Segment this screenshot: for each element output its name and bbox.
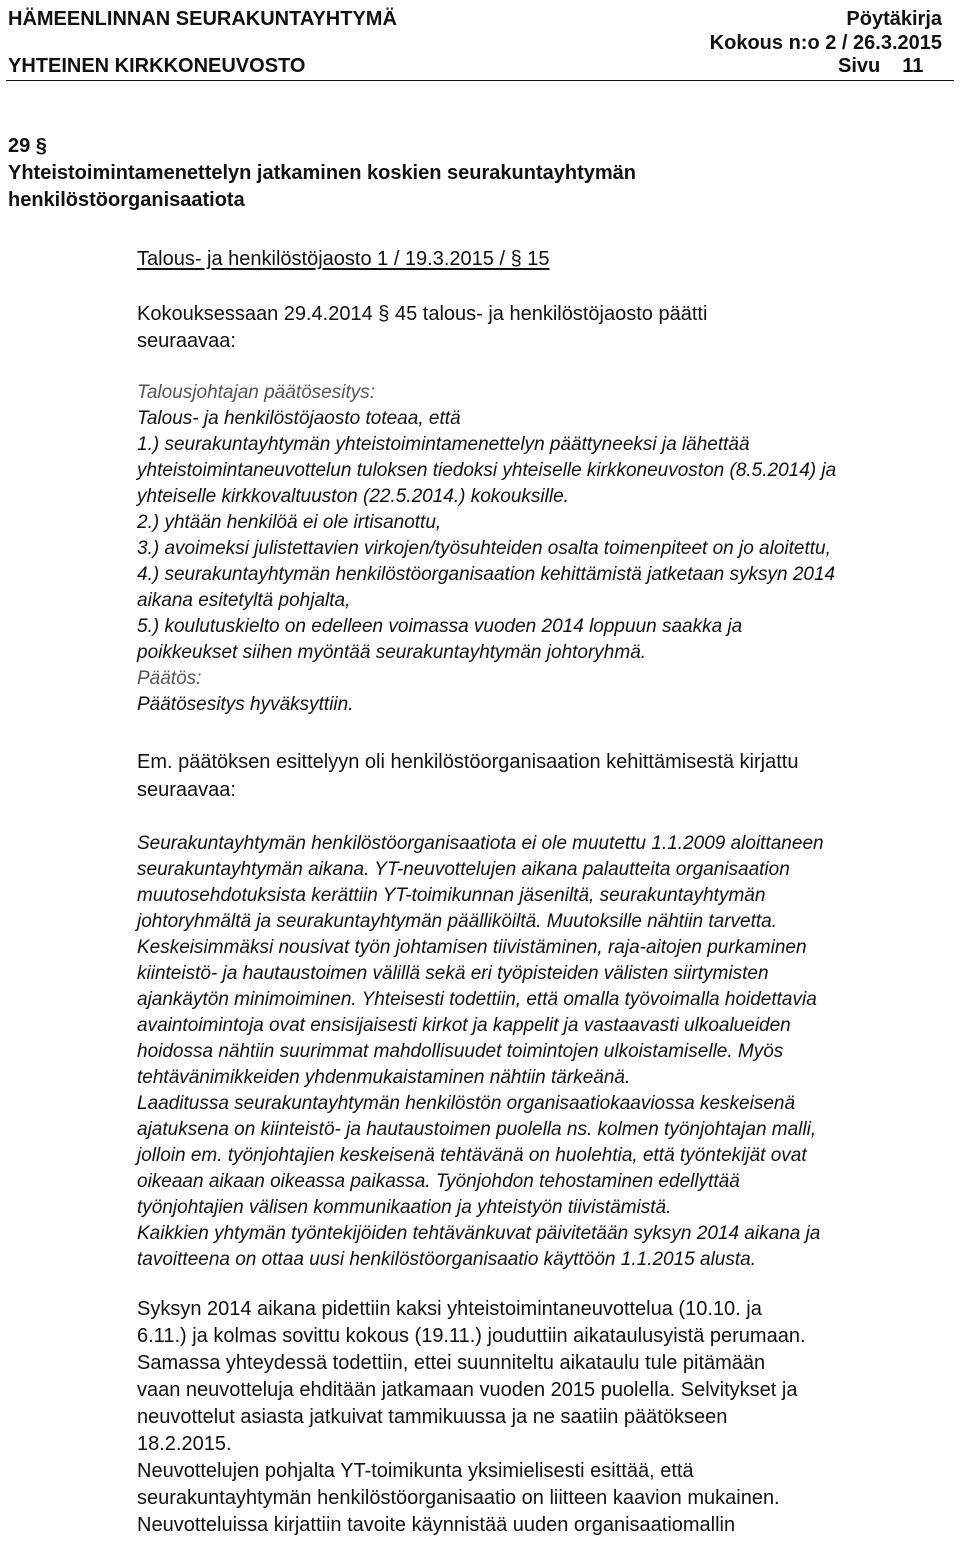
quoted-line: Laaditussa seurakuntayhtymän henkilöstön organisaatiokaaviossa keskeisenä xyxy=(137,1093,796,1114)
quoted-line: Keskeisimmäksi nousivat työn johtamisen tiivistäminen, raja-aitojen purkaminen xyxy=(137,937,807,958)
final-line: 6.11.) ja kolmas sovittu kokous (19.11.) jouduttiin aikataulusyistä perumaan. xyxy=(137,1325,806,1347)
final-line: seurakuntayhtymän henkilöstöorganisaatio on liitteen kaavion mukainen. xyxy=(137,1487,780,1509)
quoted-line: muutosehdotuksista kerättiin YT-toimikunnan jäseniltä, seurakuntayhtymän xyxy=(137,885,766,906)
proposal-line: 4.) seurakuntayhtymän henkilöstöorganisaation kehittämistä jatketaan syksyn 2014 xyxy=(137,564,836,585)
final-line: vaan neuvotteluja ehditään jatkamaan vuoden 2015 puolella. Selvitykset ja xyxy=(137,1379,798,1401)
page-number: 11 xyxy=(902,55,924,77)
proposal-block xyxy=(137,380,960,718)
section-title-line1: Yhteistoimintamenettelyn jatkaminen koskien seurakuntayhtymän xyxy=(8,162,636,184)
doc-type: Pöytäkirja xyxy=(846,8,942,30)
decision-label: Päätös: xyxy=(137,668,202,689)
quoted-line: ajankäytön minimoiminen. Yhteisesti todettiin, että omalla työvoimalla hoidettavia xyxy=(137,989,817,1010)
quoted-line: hoidossa nähtiin suurimmat mahdollisuudet toimintojen ulkoistamiselle. Myös xyxy=(137,1041,784,1062)
proposal-line: aikana esitetyltä pohjalta, xyxy=(137,590,351,611)
decision-text: Päätösesitys hyväksyttiin. xyxy=(137,694,354,715)
final-block xyxy=(137,1296,960,1539)
quoted-line: kiinteistö- ja hautaustoimen välillä sekä eri työpisteiden välisten siirtymisten xyxy=(137,963,769,984)
quoted-line: seurakuntayhtymän aikana. YT-neuvottelujen aikana palautteita organisaation xyxy=(137,859,790,880)
jaosto-reference: Talous- ja henkilöstöjaosto 1 / 19.3.2015 / § 15 xyxy=(137,248,550,270)
intro-line1: Kokouksessaan 29.4.2014 § 45 talous- ja henkilöstöjaosto päätti xyxy=(137,303,708,325)
quoted-line: avaintoimintoja ovat ensisijaisesti kirkot ja kappelit ja vastaavasti ulkoalueiden xyxy=(137,1015,791,1036)
final-line: Neuvotteluissa kirjattiin tavoite käynnistää uuden organisaatiomallin xyxy=(137,1514,736,1536)
quoted-block xyxy=(137,831,960,1273)
proposal-line: yhteiselle kirkkovaltuuston (22.5.2014.) kokouksille. xyxy=(137,486,569,507)
quoted-line: oikeaan aikaan oikeassa paikassa. Työnjohdon tehostaminen edellyttää xyxy=(137,1171,740,1192)
quoted-line: ajatuksena on kiinteistö- ja hautaustoimen puolella ns. kolmen työnjohtajan malli, xyxy=(137,1119,817,1140)
quoted-line: tehtävänimikkeiden yhdenmukaistaminen nähtiin tärkeänä. xyxy=(137,1067,631,1088)
page-indicator xyxy=(838,55,923,77)
org-name: HÄMEENLINNAN SEURAKUNTAYHTYMÄ xyxy=(8,8,397,30)
council-name: YHTEINEN KIRKKONEUVOSTO xyxy=(8,55,306,77)
proposal-line: 2.) yhtään henkilöä ei ole irtisanottu, xyxy=(137,512,442,533)
proposal-line: poikkeukset siihen myöntää seurakuntayhtymän johtoryhmä. xyxy=(137,642,647,663)
section-title-line2: henkilöstöorganisaatiota xyxy=(8,189,245,211)
final-line: neuvottelut asiasta jatkuivat tammikuussa ja ne saatiin päätökseen xyxy=(137,1406,728,1428)
presentation-line2: seuraavaa: xyxy=(137,779,236,801)
header-divider xyxy=(6,80,954,81)
presentation-line1: Em. päätöksen esittelyyn oli henkilöstöorganisaation kehittämisestä kirjattu xyxy=(137,751,799,773)
quoted-line: jolloin em. työnjohtajien keskeisenä tehtävänä on huolehtia, että työntekijät ovat xyxy=(137,1145,807,1166)
proposal-label: Talousjohtajan päätösesitys: xyxy=(137,382,376,403)
proposal-line: yhteistoimintaneuvottelun tuloksen tiedoksi yhteiselle kirkkoneuvoston (8.5.2014) ja xyxy=(137,460,837,481)
proposal-line: 1.) seurakuntayhtymän yhteistoimintamenettelyn päättyneeksi ja lähettää xyxy=(137,434,750,455)
quoted-line: Seurakuntayhtymän henkilöstöorganisaatiota ei ole muutettu 1.1.2009 aloittaneen xyxy=(137,833,824,854)
final-line: 18.2.2015. xyxy=(137,1433,232,1455)
quoted-line: johtoryhmältä ja seurakuntayhtymän päälliköiltä. Muutoksille nähtiin tarvetta. xyxy=(137,911,777,932)
proposal-lead: Talous- ja henkilöstöjaosto toteaa, että xyxy=(137,408,461,429)
intro-line2: seuraavaa: xyxy=(137,330,236,352)
meeting-info: Kokous n:o 2 / 26.3.2015 xyxy=(709,32,942,54)
quoted-line: työnjohtajien välisen kommunikaation ja yhteistyön tiivistämistä. xyxy=(137,1197,672,1218)
final-line: Syksyn 2014 aikana pidettiin kaksi yhteistoimintaneuvottelua (10.10. ja xyxy=(137,1298,762,1320)
quoted-line: tavoitteena on ottaa uusi henkilöstöorganisaatio käyttöön 1.1.2015 alusta. xyxy=(137,1249,756,1270)
page-label: Sivu xyxy=(838,55,881,77)
proposal-line: 5.) koulutuskielto on edelleen voimassa vuoden 2014 loppuun saakka ja xyxy=(137,616,743,637)
final-line: Neuvottelujen pohjalta YT-toimikunta yksimielisesti esittää, että xyxy=(137,1460,694,1482)
quoted-line: Kaikkien yhtymän työntekijöiden tehtävänkuvat päivitetään syksyn 2014 aikana ja xyxy=(137,1223,821,1244)
proposal-line: 3.) avoimeksi julistettavien virkojen/työsuhteiden osalta toimenpiteet on jo aloitettu, xyxy=(137,538,831,559)
section-number: 29 § xyxy=(8,135,47,157)
final-line: Samassa yhteydessä todettiin, ettei suunniteltu aikataulu tule pitämään xyxy=(137,1352,766,1374)
